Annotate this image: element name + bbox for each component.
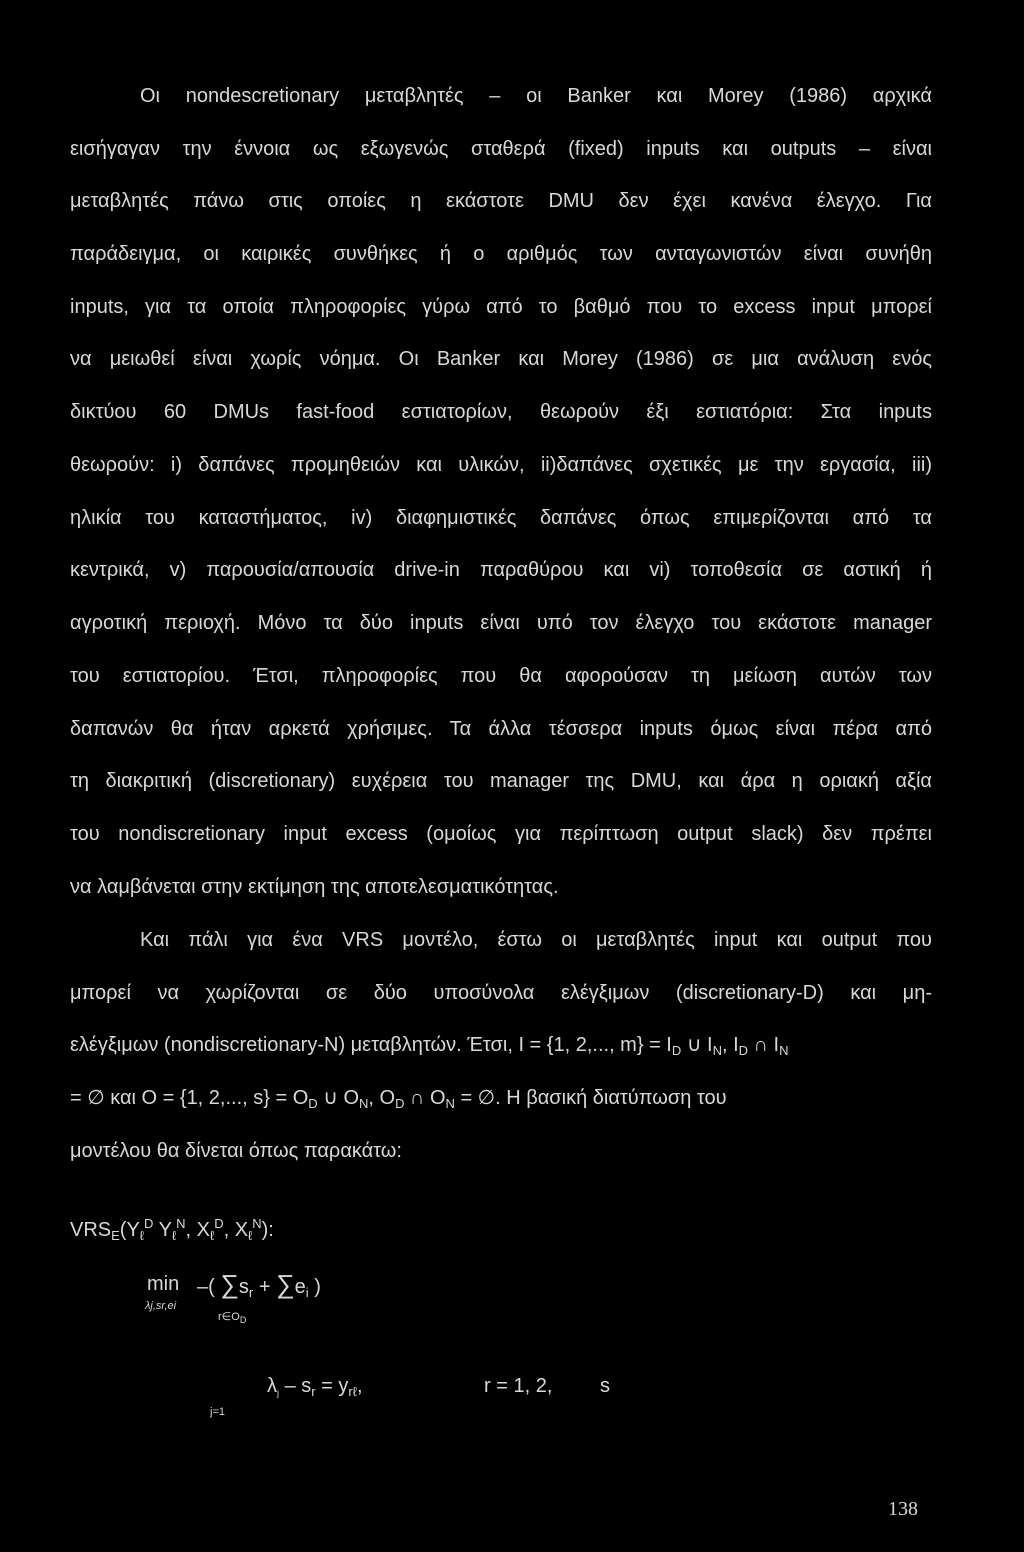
formula-text: (Y [119, 1219, 140, 1241]
text-line: εισήγαγαν την έννοια ως εξωγενώς σταθερά (fixed) inputs και outputs – είναι [70, 138, 932, 160]
formula-text: = y [321, 1375, 349, 1397]
summation-index-j: j=1 [210, 1406, 225, 1418]
text-line: μπορεί να χωρίζονται σε δύο υποσύνολα ελέγξιμων (discretionary-D) και μη- [70, 982, 932, 1004]
page-number: 138 [888, 1498, 918, 1520]
formula-text: , X [185, 1219, 210, 1241]
set-definition-line-2 [70, 1086, 932, 1116]
objective-min: min [147, 1273, 180, 1295]
text-line: μεταβλητές πάνω στις οποίες η εκάστοτε DMU δεν έχει κανένα έλεγχο. Για [70, 190, 932, 212]
subscript: i [305, 1285, 309, 1300]
subscript: D [738, 1043, 749, 1058]
subscript: ℓ [171, 1228, 177, 1243]
text-line: Και πάλι για ένα VRS μοντέλο, έστω οι μεταβλητές input και output που [140, 929, 932, 951]
subscript: ℓ [209, 1228, 215, 1243]
text-segment: = ∅. Η βασική διατύπωση του [454, 1087, 727, 1109]
summation-index [218, 1305, 246, 1332]
subscript: D [308, 1096, 318, 1111]
text-line: θεωρούν: i) δαπάνες προμηθειών και υλικών, ii)δαπάνες σχετικές με την εργασία, iii) [70, 454, 932, 476]
subscript: r [311, 1384, 316, 1399]
subscript: ℓ [139, 1228, 144, 1243]
superscript: N [176, 1216, 186, 1231]
subscript: rℓ [348, 1384, 357, 1399]
text-line: να μειωθεί είναι χωρίς νόημα. Οι Banker και Morey (1986) σε μια ανάλυση ενός [70, 348, 932, 370]
text-segment: = ∅ και O = {1, 2,..., s} = O [70, 1087, 309, 1109]
subscript: N [712, 1043, 722, 1058]
subscript: N [359, 1096, 369, 1111]
subscript: N [445, 1096, 455, 1111]
subscript: D [671, 1043, 682, 1058]
text-line: Οι nondescretionary μεταβλητές – οι Banker και Morey (1986) αρχικά [140, 85, 932, 107]
summation-symbol: ∑ [220, 1269, 239, 1299]
operator: ∪ I [681, 1034, 713, 1056]
formula-text: VRS [70, 1219, 112, 1241]
objective-expression [197, 1269, 321, 1305]
formula-text: , X [223, 1219, 249, 1241]
set-definition-line [70, 1033, 932, 1063]
text-line: μοντέλου θα δίνεται όπως παρακάτω: [70, 1140, 402, 1162]
text-segment: ελέγξιμων (nondiscretionary-N) μεταβλητών. Έτσι, I = {1, 2,..., m} = I [70, 1034, 672, 1056]
formula-text: e [294, 1276, 306, 1298]
operator: , O [368, 1087, 396, 1109]
text-line: δαπανών θα ήταν αρκετά χρήσιμες. Τα άλλα τέσσερα inputs όμως είναι πέρα από [70, 718, 932, 740]
constraint-range-end: s [600, 1375, 610, 1397]
formula-text: λ [267, 1375, 277, 1397]
formula-text: r∈O [218, 1311, 240, 1323]
formula-text: , [356, 1375, 363, 1397]
summation-symbol: ∑ [276, 1269, 295, 1299]
text-line: να λαμβάνεται στην εκτίμηση της αποτελεσματικότητας. [70, 876, 559, 898]
subscript: E [111, 1228, 120, 1243]
objective-min-subscript: λj,sr,ei [145, 1300, 177, 1312]
constraint-range: r = 1, 2, [484, 1375, 553, 1397]
subscript: r [248, 1285, 254, 1300]
text-line: ηλικία του καταστήματος, iv) διαφημιστικές δαπάνες όπως επιμερίζονται από τα [70, 507, 932, 529]
operator: + [258, 1276, 271, 1298]
superscript: D [144, 1216, 154, 1231]
operator: ∩ I [748, 1034, 780, 1056]
text-line: κεντρικά, v) παρουσία/απουσία drive-in παραθύρου και vi) τοποθεσία σε αστική ή [70, 559, 932, 581]
text-line: του εστιατορίου. Έτσι, πληροφορίες που θα αφορούσαν τη μείωση αυτών των [70, 665, 932, 687]
text-line: του nondiscretionary input excess (ομοίως για περίπτωση output slack) δεν πρέπει [70, 823, 932, 845]
constraint-expression [267, 1374, 363, 1405]
operator: ∩ O [404, 1087, 446, 1109]
formula-text: – s [284, 1375, 312, 1397]
formula-text: ): [261, 1219, 274, 1241]
formula-text: s [238, 1276, 249, 1298]
formula-text: –( [197, 1276, 215, 1298]
formula-text: ) [314, 1276, 321, 1298]
text-line: δικτύου 60 DMUs fast-food εστιατορίων, θεωρούν έξι εστιατόρια: Στα inputs [70, 401, 932, 423]
text-line: inputs, για τα οποία πληροφορίες γύρω από το βαθμό που το excess input μπορεί [70, 296, 932, 318]
superscript: D [214, 1216, 224, 1231]
subscript: D [239, 1315, 247, 1325]
subscript: N [779, 1043, 789, 1058]
operator: ∪ O [317, 1087, 359, 1109]
subscript: j [277, 1388, 279, 1398]
operator: , I [721, 1034, 739, 1056]
text-line: αγροτική περιοχή. Μόνο τα δύο inputs είναι υπό τον έλεγχο του εκάστοτε manager [70, 612, 932, 634]
text-line: παράδειγμα, οι καιρικές συνθήκες ή ο αριθμός των ανταγωνιστών είναι συνήθη [70, 243, 932, 265]
formula-header [70, 1212, 274, 1248]
text-line: τη διακριτική (discretionary) ευχέρεια του manager της DMU, και άρα η οριακή αξία [70, 770, 932, 792]
superscript: N [252, 1216, 262, 1231]
subscript: D [395, 1096, 405, 1111]
subscript: ℓ [248, 1228, 253, 1243]
formula-text: Y [153, 1219, 172, 1241]
